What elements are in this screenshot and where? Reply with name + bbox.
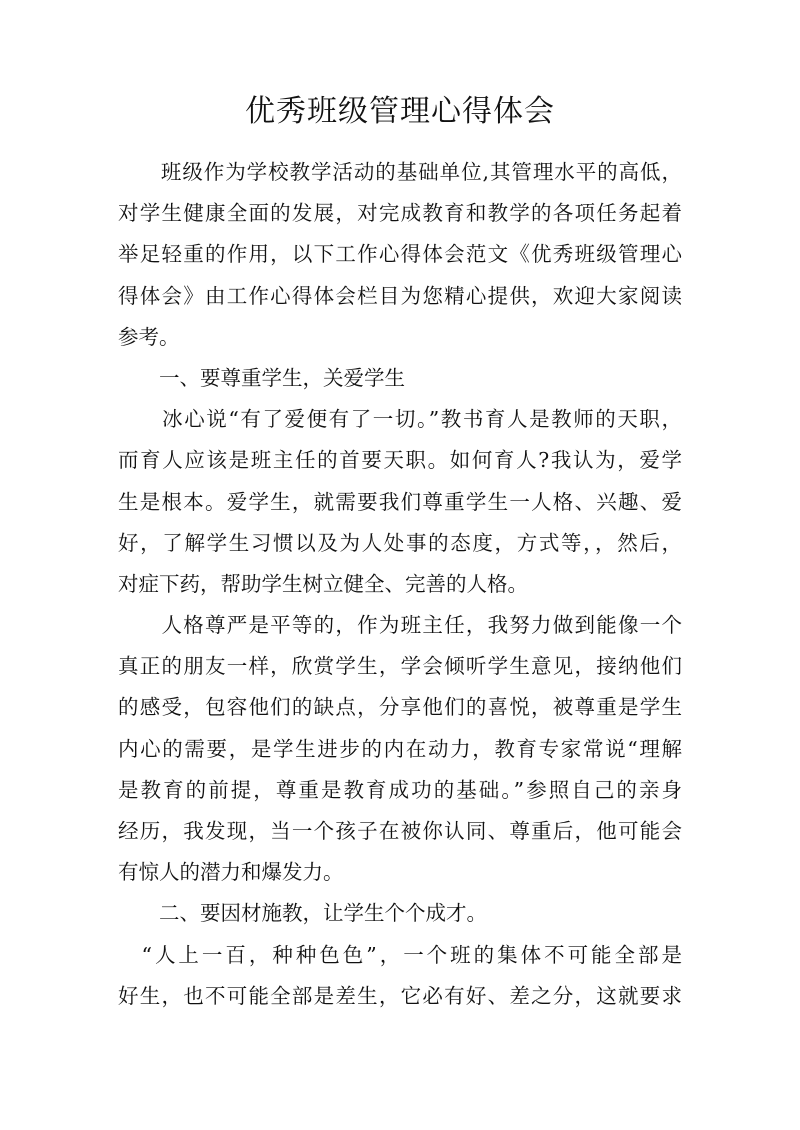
text-line: 生是根本。爱学生，就需要我们尊重学生一人格、兴趣、爱	[118, 489, 682, 514]
section-heading: 二、要因材施教，让学生个个成才。	[118, 901, 487, 926]
section-heading: 一、要尊重学生，关爱学生	[118, 365, 405, 390]
text-line: 有惊人的潜力和爆发力。	[118, 860, 344, 885]
text-line: “人上一百，种种色色”，一个班的集体不可能全部是	[118, 942, 682, 967]
text-line: 经历，我发现，当一个孩子在被你认同、尊重后，他可能会	[118, 819, 682, 843]
text-line: 内心的需要，是学生进步的内在动力，教育专家常说“理解	[118, 736, 682, 761]
text-line: 好生，也不可能全部是差生，它必有好、差之分，这就要求	[118, 983, 682, 1008]
text-line: 人格尊严是平等的，作为班主任，我努力做到能像一个	[118, 613, 682, 638]
text-line: 得体会》由工作心得体会栏目为您精心提供，欢迎大家阅读	[118, 283, 682, 308]
text-line: 真正的朋友一样，欣赏学生，学会倾听学生意见，接纳他们	[118, 654, 682, 679]
text-line: 举足轻重的作用，以下工作心得体会范文《优秀班级管理心	[118, 242, 682, 267]
text-line: 好，了解学生习惯以及为人处事的态度，方式等，，然后，	[118, 530, 682, 555]
text-line: 班级作为学校教学活动的基础单位,其管理水平的高低，	[118, 160, 682, 184]
text-line: 冰心说“有了爱便有了一切。”教书育人是教师的天职，	[118, 407, 682, 432]
text-line: 而育人应该是班主任的首要天职。如何育人?我认为，爱学	[118, 448, 682, 473]
text-line: 的感受，包容他们的缺点，分享他们的喜悦，被尊重是学生	[118, 695, 682, 720]
text-line: 对症下药，帮助学生树立健全、完善的人格。	[118, 571, 528, 596]
text-line: 对学生健康全面的发展，对完成教育和教学的各项任务起着	[118, 201, 682, 226]
text-line: 是教育的前提，尊重是教育成功的基础。”参照自己的亲身	[118, 777, 682, 802]
document-body	[118, 152, 682, 1017]
text-line: 参考。	[118, 324, 180, 349]
document-title: 优秀班级管理心得体会	[245, 94, 555, 129]
